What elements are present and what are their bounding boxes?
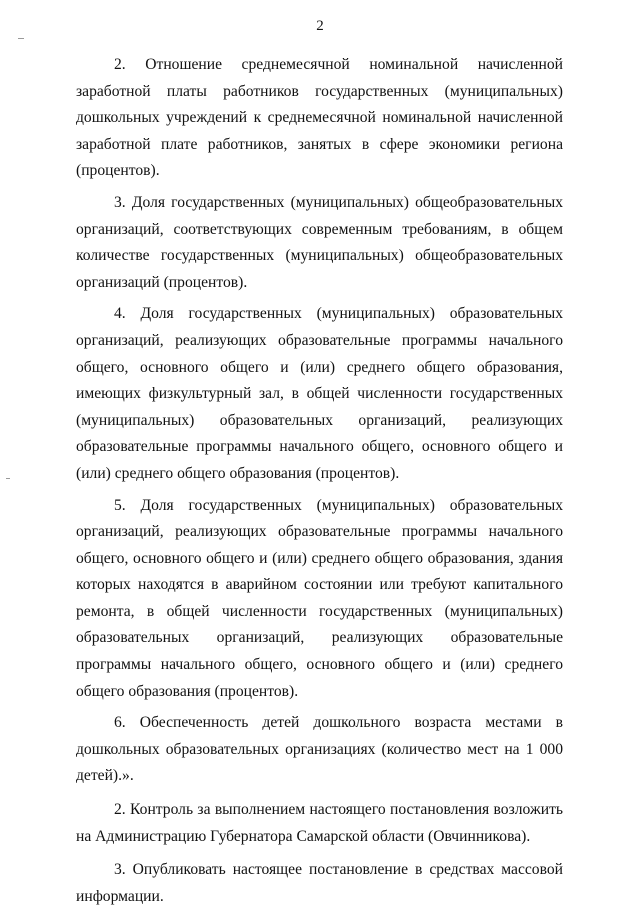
paragraph-publish: 3. Опубликовать настоящее постановление в средствах массовой информации. bbox=[76, 861, 563, 905]
margin-mark-left bbox=[6, 478, 10, 479]
paragraph-item-5: 5. Доля государственных (муниципальных) образовательных организаций, реализующих образовательные программы начального общего, основного общего и (или) среднего общего образования, здания которых находятся в аварийном состоянии или требуют капитального ремонта, в общей численности государственных (муниципальных) образовательных организаций, реализующих образовательные программы начального общего, основного общего и (или) среднего общего образования (процентов). bbox=[76, 496, 563, 700]
margin-mark-top bbox=[18, 38, 24, 39]
paragraph-item-4: 4. Доля государственных (муниципальных) образовательных организаций, реализующих образовательные программы начального общего, основного общего и (или) среднего общего образования, имеющих физкультурный зал, в общей численности государственных (муниципальных) образовательных организаций, реализующих образовательные программы начального общего, основного общего и (или) среднего общего образования (процентов). bbox=[76, 305, 563, 482]
paragraph-item-3: 3. Доля государственных (муниципальных) общеобразовательных организаций, соответствующих современным требованиям, в общем количестве государственных (муниципальных) общеобразовательных организаций (процентов). bbox=[76, 193, 563, 291]
document-body bbox=[76, 52, 563, 915]
page-number: 2 bbox=[316, 18, 324, 34]
paragraph-control: 2. Контроль за выполнением настоящего постановления возложить на Администрацию Губернатора Самарской области (Овчинникова). bbox=[76, 801, 563, 845]
paragraph-item-2: 2. Отношение среднемесячной номинальной начисленной заработной платы работников государственных (муниципальных) дошкольных учреждений к среднемесячной номинальной начисленной заработной плате работников, занятых в сфере экономики региона (процентов). bbox=[76, 56, 563, 180]
paragraph-item-6: 6. Обеспеченность детей дошкольного возраста местами в дошкольных образовательных организациях (количество мест на 1 000 детей).». bbox=[76, 714, 563, 785]
